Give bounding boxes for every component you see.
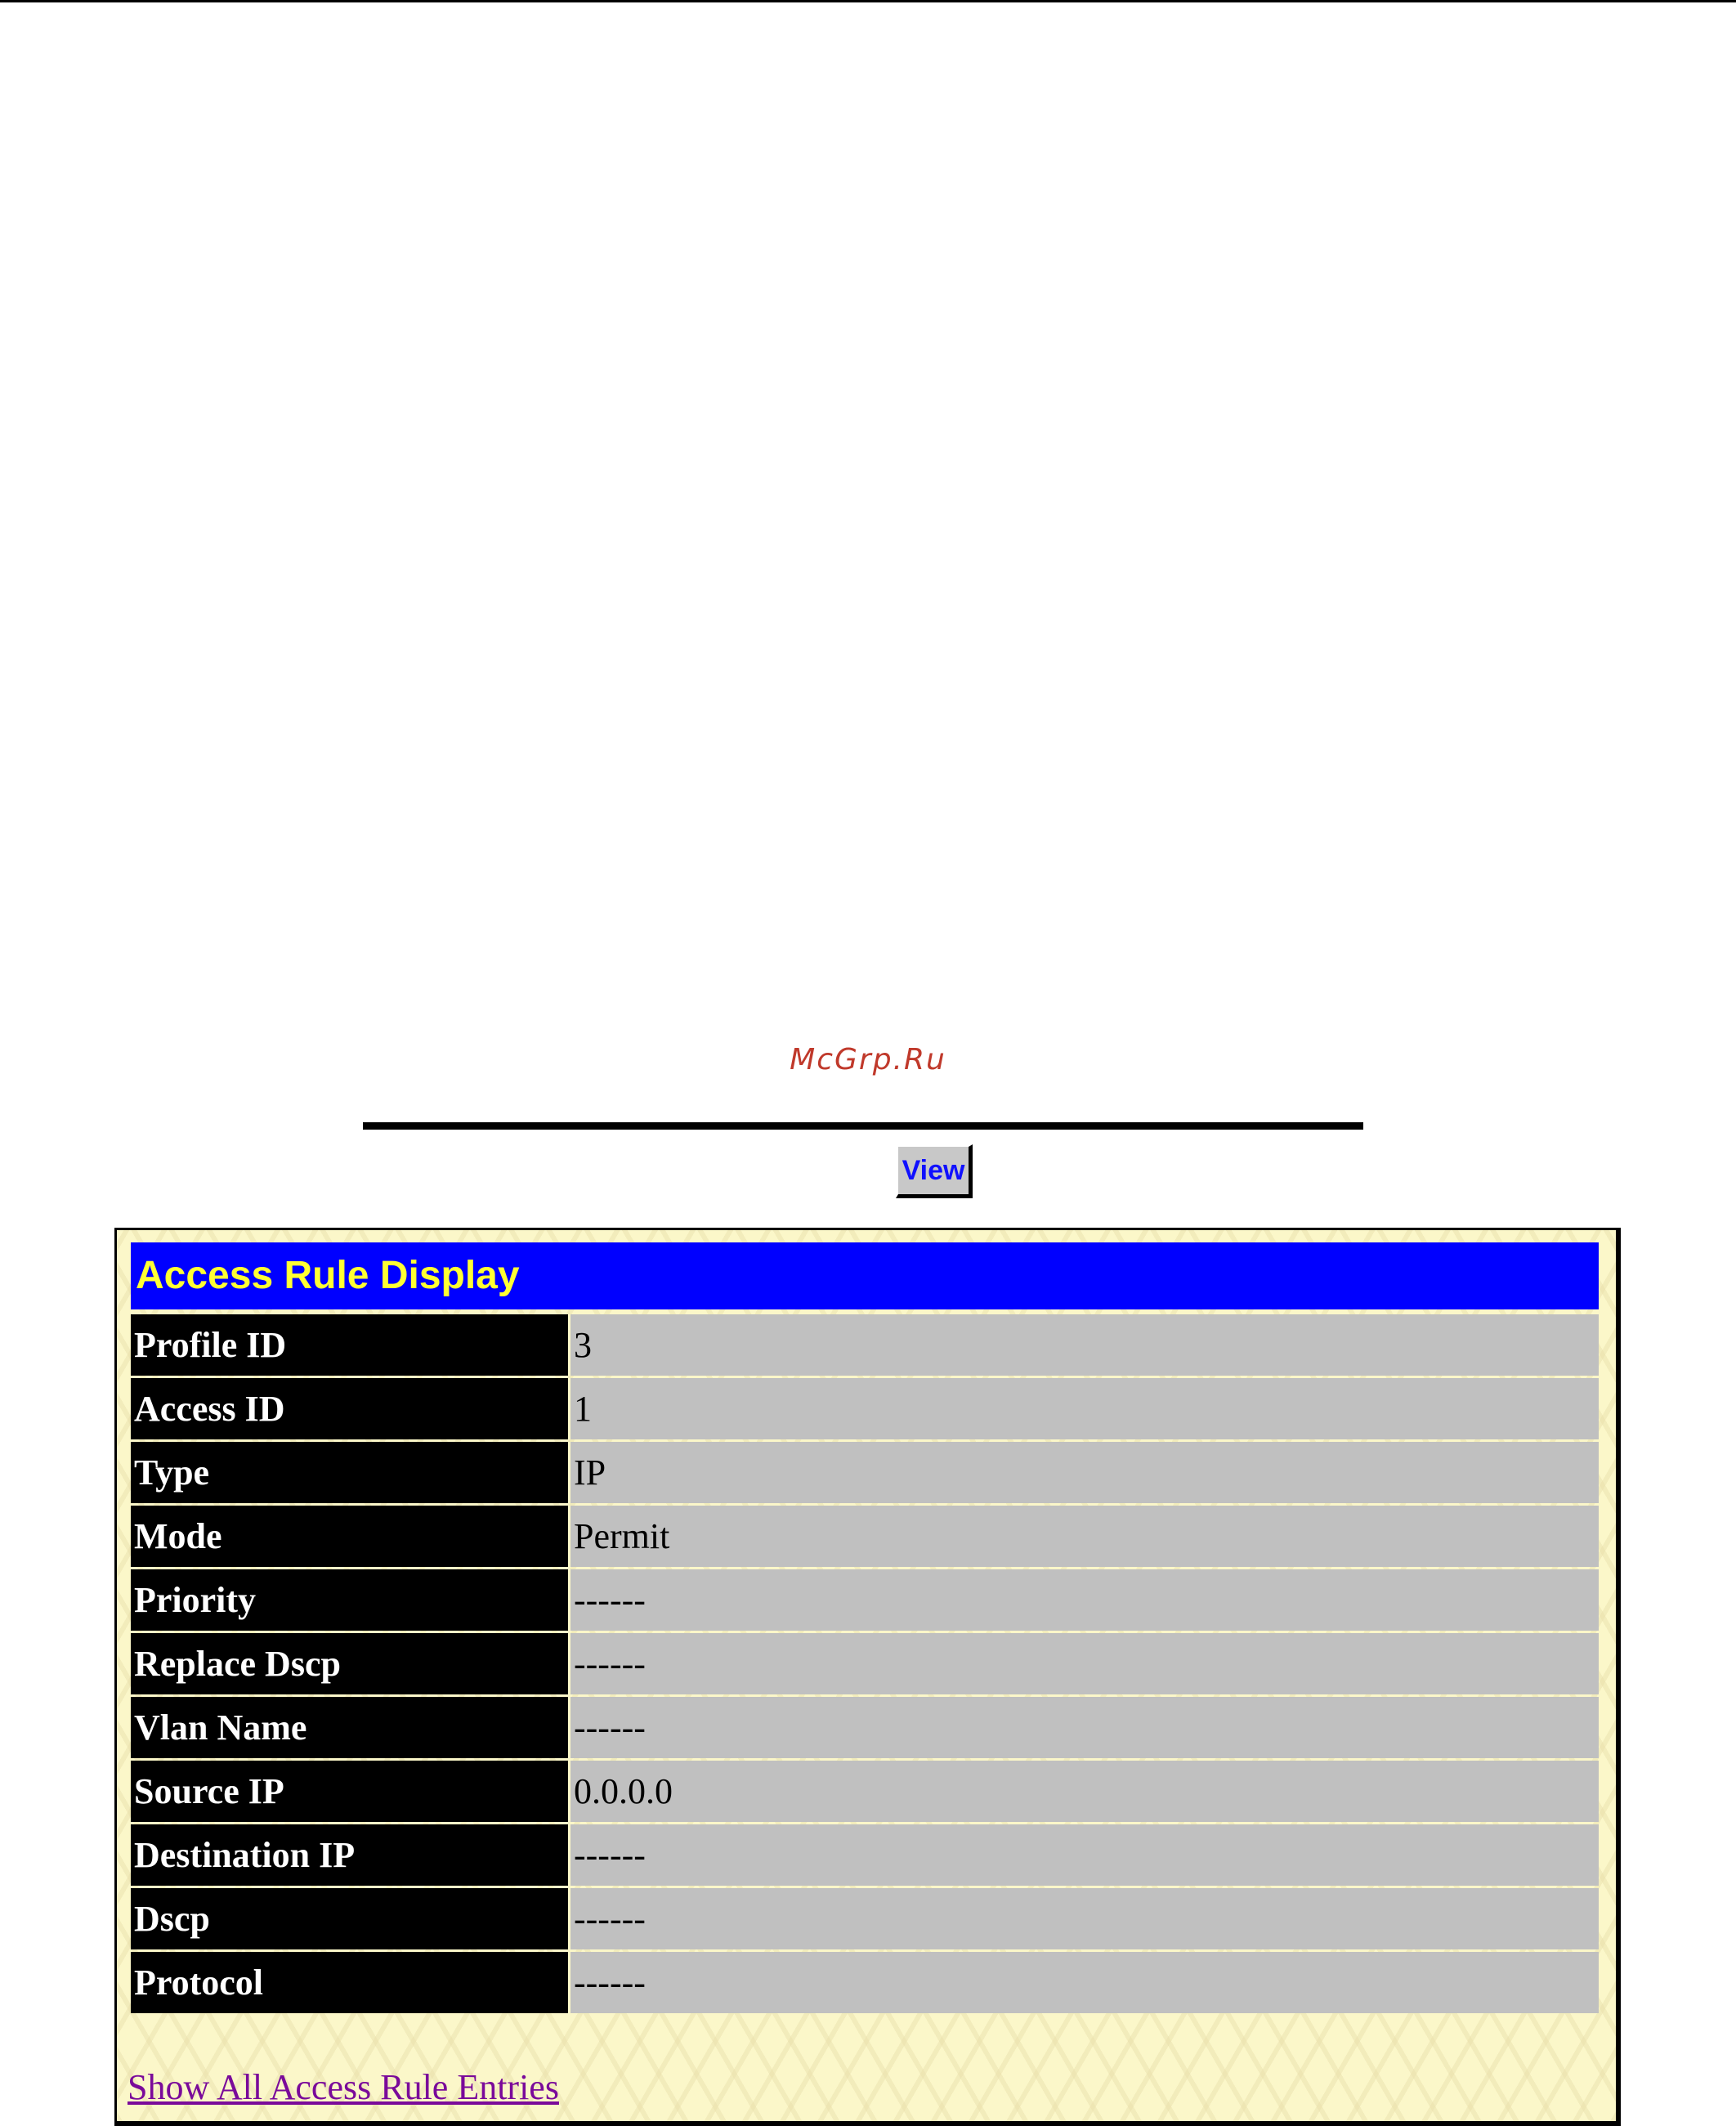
row-value: Permit xyxy=(568,1506,1599,1567)
view-button[interactable]: View xyxy=(896,1144,973,1198)
table-row-type xyxy=(131,1442,1599,1503)
access-rule-table xyxy=(131,1312,1599,2016)
row-label: Replace Dscp xyxy=(131,1633,568,1694)
row-label: Dscp xyxy=(131,1888,568,1949)
table-row-destination-ip xyxy=(131,1824,1599,1886)
access-rule-display-panel xyxy=(114,1228,1621,2126)
section-divider xyxy=(363,1122,1363,1130)
row-value: 0.0.0.0 xyxy=(568,1761,1599,1822)
table-row-priority xyxy=(131,1569,1599,1631)
row-value: IP xyxy=(568,1442,1599,1503)
row-value: ------ xyxy=(568,1569,1599,1631)
table-row-source-ip xyxy=(131,1761,1599,1822)
row-value: ------ xyxy=(568,1697,1599,1758)
row-label: Destination IP xyxy=(131,1824,568,1886)
panel-title: Access Rule Display xyxy=(131,1242,1599,1309)
row-label: Type xyxy=(131,1442,568,1503)
row-value: ------ xyxy=(568,1888,1599,1949)
top-divider xyxy=(0,0,1736,2)
show-all-access-rule-entries-link[interactable]: Show All Access Rule Entries xyxy=(128,2067,559,2107)
row-value: ------ xyxy=(568,1633,1599,1694)
table-row-mode xyxy=(131,1506,1599,1567)
row-value: 3 xyxy=(568,1314,1599,1376)
row-value: ------ xyxy=(568,1952,1599,2013)
row-value: 1 xyxy=(568,1378,1599,1439)
table-row-protocol xyxy=(131,1952,1599,2013)
row-label: Source IP xyxy=(131,1761,568,1822)
table-row-replace-dscp xyxy=(131,1633,1599,1694)
watermark-text: McGrp.Ru xyxy=(790,1043,946,1076)
table-row-dscp xyxy=(131,1888,1599,1949)
row-label: Vlan Name xyxy=(131,1697,568,1758)
table-row-access-id xyxy=(131,1378,1599,1439)
table-row-profile-id xyxy=(131,1314,1599,1376)
row-label: Protocol xyxy=(131,1952,568,2013)
row-label: Mode xyxy=(131,1506,568,1567)
row-value: ------ xyxy=(568,1824,1599,1886)
row-label: Profile ID xyxy=(131,1314,568,1376)
row-label: Access ID xyxy=(131,1378,568,1439)
row-label: Priority xyxy=(131,1569,568,1631)
table-row-vlan-name xyxy=(131,1697,1599,1758)
